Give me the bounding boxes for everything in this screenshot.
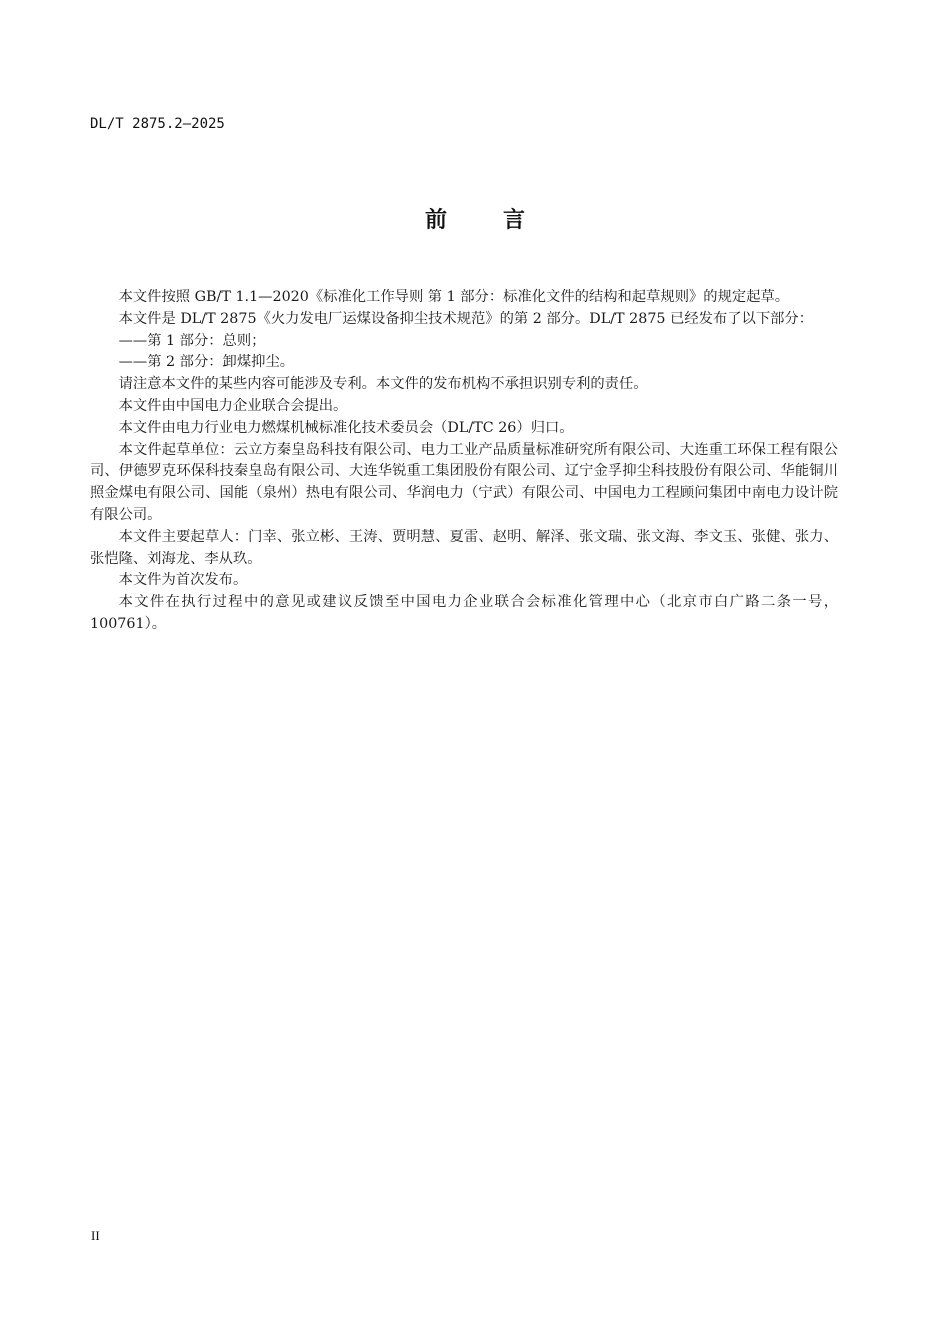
title-char-2: 言	[503, 208, 526, 233]
paragraph-patent-notice: 请注意本文件的某些内容可能涉及专利。本文件的发布机构不承担识别专利的责任。	[118, 376, 648, 393]
paragraph-drafting-units: 本文件起草单位：云立方秦皇岛科技有限公司、电力工业产品质量标准研究所有限公司、大连重工环保工程有限公司、伊德罗克环保科技秦皇岛有限公司、大连华锐重工集团股份有限公司、辽宁金孚抑尘科技股份有限公司、华能铜川照金煤电有限公司、国能（泉州）热电有限公司、华润电力（宁武）有限公司、中国电力工程顾问集团中南电力设计院有限公司。	[90, 441, 838, 523]
paragraph-first-release: 本文件为首次发布。	[118, 572, 248, 589]
paragraph-feedback: 本文件在执行过程中的意见或建议反馈至中国电力企业联合会标准化管理中心（北京市白广路二条一号，100761）。	[90, 594, 838, 632]
paragraph-drafting-rules: 本文件按照 GB/T 1.1—2020《标准化工作导则 第 1 部分：标准化文件的结构和起草规则》的规定起草。	[118, 289, 790, 305]
title-char-1: 前	[424, 208, 447, 233]
list-item-part-1: ——第 1 部分：总则；	[118, 332, 266, 349]
list-item-part-2: ——第 2 部分：卸煤抑尘。	[118, 354, 295, 371]
paragraph-committee: 本文件由电力行业电力燃煤机械标准化技术委员会（DL/TC 26）归口。	[118, 419, 574, 436]
page-number: II	[91, 1228, 100, 1243]
document-code: DL/T 2875.2—2025	[90, 116, 225, 132]
paragraph-series-parts: 本文件是 DL/T 2875《火力发电厂运煤设备抑尘技术规范》的第 2 部分。DL/T 2875 已经发布了以下部分：	[118, 310, 814, 327]
page-title	[0, 203, 950, 234]
foreword-body	[90, 287, 838, 636]
paragraph-drafters: 本文件主要起草人：门幸、张立彬、王涛、贾明慧、夏雷、赵明、解泽、张文瑞、张文海、李文玉、张健、张力、张恺隆、刘海龙、李从玖。	[90, 528, 838, 567]
paragraph-proposer: 本文件由中国电力企业联合会提出。	[118, 397, 348, 414]
